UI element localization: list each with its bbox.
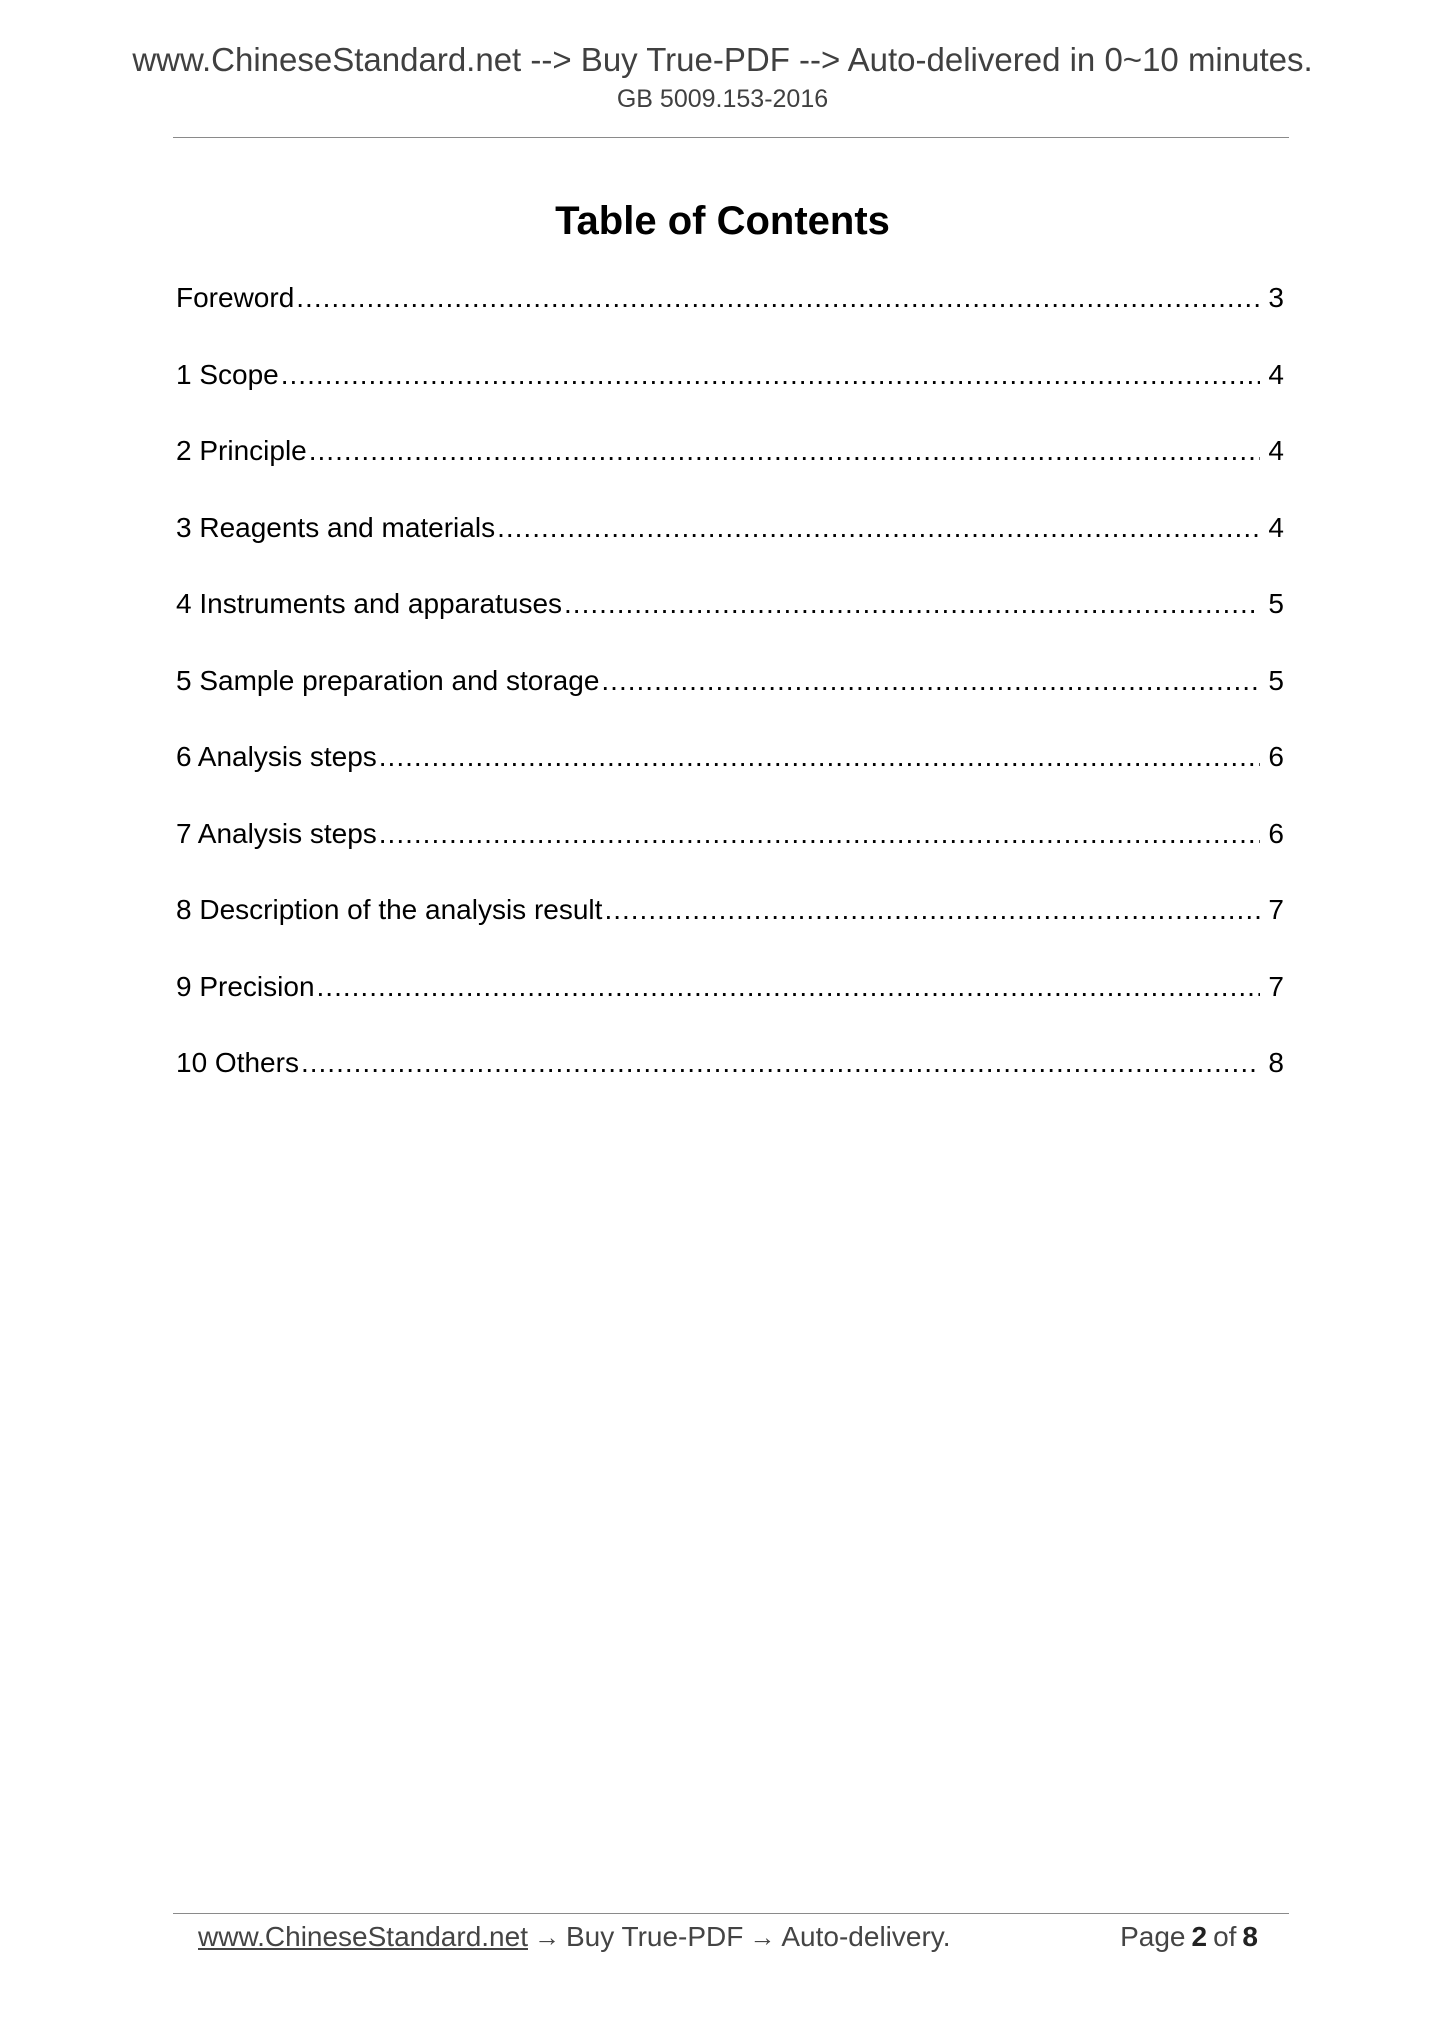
toc-entry-label: 2 Principle [176,435,307,466]
toc-entry-page: 5 [1268,588,1284,619]
arrow-right-icon: → [749,1922,776,1952]
toc-entry-instruments[interactable] [176,579,1284,656]
dot-leader [497,503,1260,553]
dot-leader [281,350,1261,400]
toc-entry-label: Foreword [176,282,295,313]
footer-site-link[interactable]: www.ChineseStandard.net [198,1921,528,1952]
dot-leader [604,885,1260,935]
toc-entry-analysis-steps-6[interactable] [176,732,1284,809]
toc-entry-principle[interactable] [176,426,1284,503]
toc-entry-scope[interactable] [176,350,1284,427]
footer-segment-buy: Buy True-PDF [565,1921,744,1952]
dot-leader [309,426,1261,476]
toc-entry-label: 9 Precision [176,970,315,1002]
footer-divider [173,1913,1289,1914]
toc-title: Table of Contents [555,199,890,243]
toc-entry-analysis-result[interactable] [176,885,1284,962]
page-footer [198,1917,1264,1957]
toc-entry-label: 4 Instruments and apparatuses [176,588,563,619]
toc-entry-others[interactable] [176,1038,1284,1115]
toc-entry-page: 6 [1268,741,1284,772]
toc-entry-analysis-steps-7[interactable] [176,809,1284,886]
header-banner: www.ChineseStandard.net --> Buy True-PDF --> Auto-delivered in 0~10 minutes. [132,41,1313,78]
toc-entry-label: 5 Sample preparation and storage [176,664,600,696]
arrow-right-icon: → [533,1922,560,1952]
footer-promo [198,1917,950,1957]
dot-leader [379,732,1261,782]
toc-entry-page: 4 [1268,511,1284,543]
toc-entry-foreword[interactable] [176,273,1284,350]
page-total: 8 [1242,1921,1258,1952]
toc-entry-label: 3 Reagents and materials [176,511,496,543]
toc-entry-page: 6 [1268,817,1284,849]
toc-entry-page: 8 [1268,1047,1284,1078]
toc-entry-label: 7 Analysis steps [176,817,377,849]
toc-entry-page: 4 [1268,435,1284,466]
toc-entry-page: 7 [1268,894,1284,925]
dot-leader [301,1038,1260,1088]
dot-leader [379,809,1261,859]
toc-entry-reagents[interactable] [176,503,1284,580]
page-current: 2 [1191,1921,1208,1952]
dot-leader [317,962,1261,1012]
toc-entry-label: 1 Scope [176,358,279,390]
page-word: Page [1120,1921,1186,1952]
page-counter [1120,1917,1264,1957]
of-word: of [1213,1921,1237,1952]
document-id: GB 5009.153-2016 [616,85,829,113]
page-header [0,0,1445,114]
dot-leader [296,273,1260,323]
toc-entry-page: 3 [1268,282,1284,313]
footer-segment-delivery: Auto-delivery. [781,1921,951,1952]
toc-entry-page: 5 [1268,664,1284,696]
toc-entry-label: 6 Analysis steps [176,741,377,772]
dot-leader [601,656,1260,706]
header-divider [173,137,1289,138]
toc-entry-label: 8 Description of the analysis result [176,894,603,925]
toc-entry-sample-preparation[interactable] [176,656,1284,733]
toc-entry-label: 10 Others [176,1047,299,1078]
toc-entry-page: 7 [1268,970,1284,1002]
dot-leader [564,579,1260,629]
table-of-contents [176,273,1284,1115]
toc-entry-precision[interactable] [176,962,1284,1039]
toc-entry-page: 4 [1268,358,1284,390]
